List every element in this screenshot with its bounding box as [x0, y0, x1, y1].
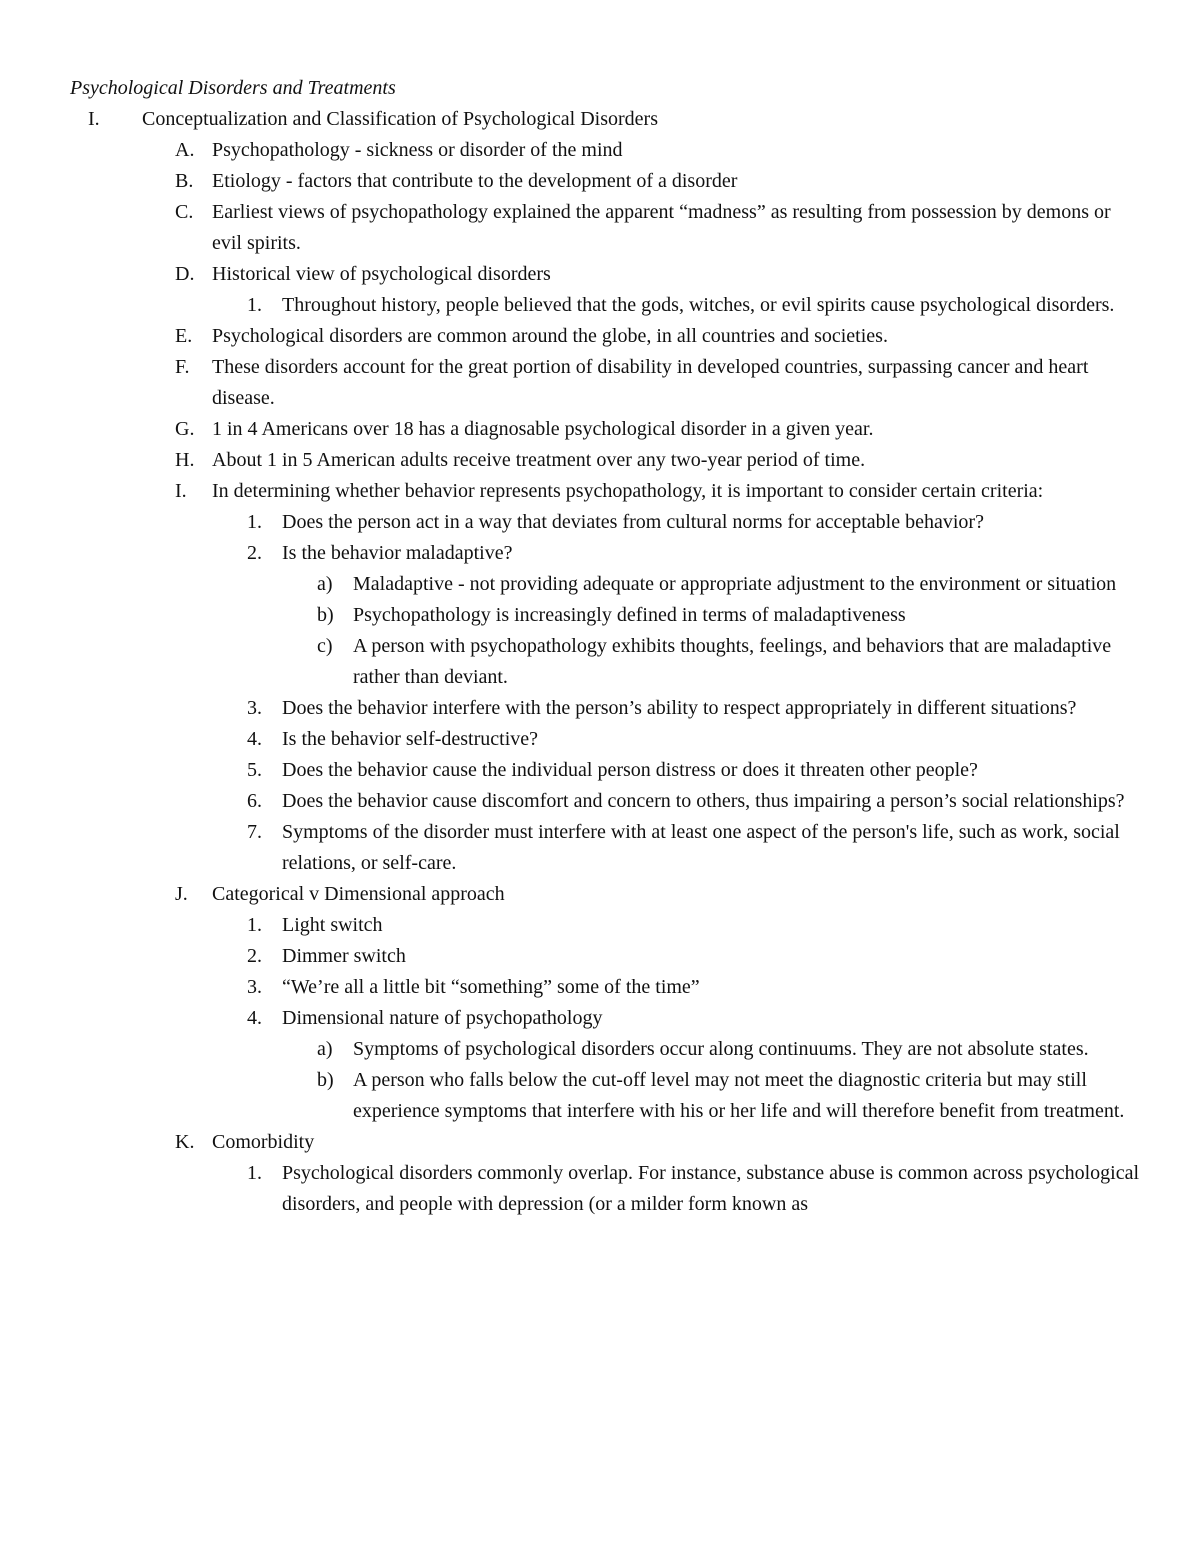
list-marker: 3.: [247, 976, 262, 998]
list-marker: 7.: [247, 821, 262, 843]
list-item-text: Dimmer switch: [282, 945, 406, 967]
outline-item-level-2: [70, 352, 1140, 414]
list-item-text: Psychological disorders commonly overlap. For instance, substance abuse is common across psychological disorders, and people with depression (or a milder form known as: [282, 1162, 1140, 1215]
list-item-text: “We’re all a little bit “something” some of the time”: [282, 976, 700, 998]
list-item-text: Is the behavior self-destructive?: [282, 728, 539, 750]
outline-item-level-4: [70, 569, 1140, 600]
list-marker: 5.: [247, 759, 262, 781]
outline-item-level-2: [70, 135, 1140, 166]
outline-item-level-3: [70, 755, 1140, 786]
outline-item-level-3: [70, 693, 1140, 724]
list-item-text: About 1 in 5 American adults receive treatment over any two-year period of time.: [212, 449, 866, 471]
list-marker: b): [317, 604, 334, 626]
outline-item-level-4: [70, 1034, 1140, 1065]
outline-item-level-2: [70, 476, 1140, 507]
outline-item-level-2: [70, 879, 1140, 910]
list-marker: E.: [175, 325, 193, 347]
list-item-text: Light switch: [282, 914, 383, 936]
outline-item-level-4: [70, 631, 1140, 693]
outline-item-level-3: [70, 538, 1140, 569]
outline-item-level-3: [70, 910, 1140, 941]
list-marker: I.: [88, 108, 100, 130]
list-item-text: A person with psychopathology exhibits thoughts, feelings, and behaviors that are maladaptive rather than deviant.: [353, 635, 1112, 688]
outline-item-level-3: [70, 972, 1140, 1003]
list-item-text: Dimensional nature of psychopathology: [282, 1007, 603, 1029]
outline-item-level-1: [70, 104, 1140, 135]
list-marker: A.: [175, 139, 195, 161]
list-item-text: Earliest views of psychopathology explained the apparent “madness” as resulting from possession by demons or evil spirits.: [212, 201, 1111, 254]
list-marker: b): [317, 1069, 334, 1091]
list-marker: D.: [175, 263, 195, 285]
list-marker: c): [317, 635, 333, 657]
list-marker: 4.: [247, 1007, 262, 1029]
list-item-text: Does the behavior cause the individual person distress or does it threaten other people?: [282, 759, 978, 781]
outline-item-level-2: [70, 166, 1140, 197]
outline-item-level-3: [70, 507, 1140, 538]
list-marker: B.: [175, 170, 194, 192]
outline-item-level-4: [70, 1065, 1140, 1127]
list-marker: C.: [175, 201, 194, 223]
list-marker: G.: [175, 418, 195, 440]
list-item-text: Psychopathology is increasingly defined in terms of maladaptiveness: [353, 604, 906, 626]
outline-item-level-2: [70, 259, 1140, 290]
list-item-text: Does the behavior interfere with the person’s ability to respect appropriately in different situations?: [282, 697, 1077, 719]
list-item-text: Does the person act in a way that deviates from cultural norms for acceptable behavior?: [282, 511, 984, 533]
list-marker: 1.: [247, 294, 262, 316]
list-marker: H.: [175, 449, 195, 471]
list-item-text: Maladaptive - not providing adequate or appropriate adjustment to the environment or situation: [353, 573, 1117, 595]
list-marker: a): [317, 1038, 333, 1060]
document-title: Psychological Disorders and Treatments: [70, 77, 396, 99]
list-marker: 1.: [247, 511, 262, 533]
outline-item-level-4: [70, 600, 1140, 631]
list-item-text: Comorbidity: [212, 1131, 315, 1153]
list-marker: 6.: [247, 790, 262, 812]
outline-item-level-3: [70, 941, 1140, 972]
list-item-text: Does the behavior cause discomfort and concern to others, thus impairing a person’s social relationships?: [282, 790, 1125, 812]
list-item-text: Conceptualization and Classification of Psychological Disorders: [142, 108, 658, 130]
outline-item-level-2: [70, 414, 1140, 445]
list-item-text: Symptoms of psychological disorders occur along continuums. They are not absolute states.: [353, 1038, 1089, 1060]
outline-item-level-2: [70, 445, 1140, 476]
list-marker: F.: [175, 356, 190, 378]
list-item-text: Is the behavior maladaptive?: [282, 542, 513, 564]
list-marker: 1.: [247, 1162, 262, 1184]
list-item-text: These disorders account for the great portion of disability in developed countries, surpassing cancer and heart disease.: [212, 356, 1089, 409]
list-marker: 3.: [247, 697, 262, 719]
outline-item-level-2: [70, 1127, 1140, 1158]
outline-item-level-3: [70, 1003, 1140, 1034]
list-item-text: Etiology - factors that contribute to the development of a disorder: [212, 170, 738, 192]
list-item-text: Categorical v Dimensional approach: [212, 883, 505, 905]
outline-list: [70, 104, 1140, 1220]
list-marker: 1.: [247, 914, 262, 936]
list-item-text: Psychological disorders are common around the globe, in all countries and societies.: [212, 325, 888, 347]
list-marker: J.: [175, 883, 188, 905]
document-page: [70, 73, 1140, 1220]
list-item-text: Throughout history, people believed that the gods, witches, or evil spirits cause psychological disorders.: [282, 294, 1115, 316]
list-item-text: Historical view of psychological disorders: [212, 263, 551, 285]
outline-item-level-3: [70, 786, 1140, 817]
list-marker: I.: [175, 480, 187, 502]
list-item-text: Symptoms of the disorder must interfere with at least one aspect of the person's life, such as work, social relations, or self-care.: [282, 821, 1120, 874]
outline-item-level-3: [70, 724, 1140, 755]
list-item-text: 1 in 4 Americans over 18 has a diagnosable psychological disorder in a given year.: [212, 418, 874, 440]
outline-item-level-3: [70, 1158, 1140, 1220]
list-item-text: Psychopathology - sickness or disorder of the mind: [212, 139, 623, 161]
outline-item-level-3: [70, 817, 1140, 879]
outline-item-level-3: [70, 290, 1140, 321]
list-item-text: In determining whether behavior represents psychopathology, it is important to consider certain criteria:: [212, 480, 1044, 502]
outline-item-level-2: [70, 197, 1140, 259]
list-marker: K.: [175, 1131, 195, 1153]
list-marker: 2.: [247, 542, 262, 564]
list-marker: 4.: [247, 728, 262, 750]
list-marker: 2.: [247, 945, 262, 967]
list-marker: a): [317, 573, 333, 595]
outline-item-level-2: [70, 321, 1140, 352]
list-item-text: A person who falls below the cut-off level may not meet the diagnostic criteria but may still experience symptoms that interfere with his or her life and will therefore benefit from treatment.: [353, 1069, 1125, 1122]
